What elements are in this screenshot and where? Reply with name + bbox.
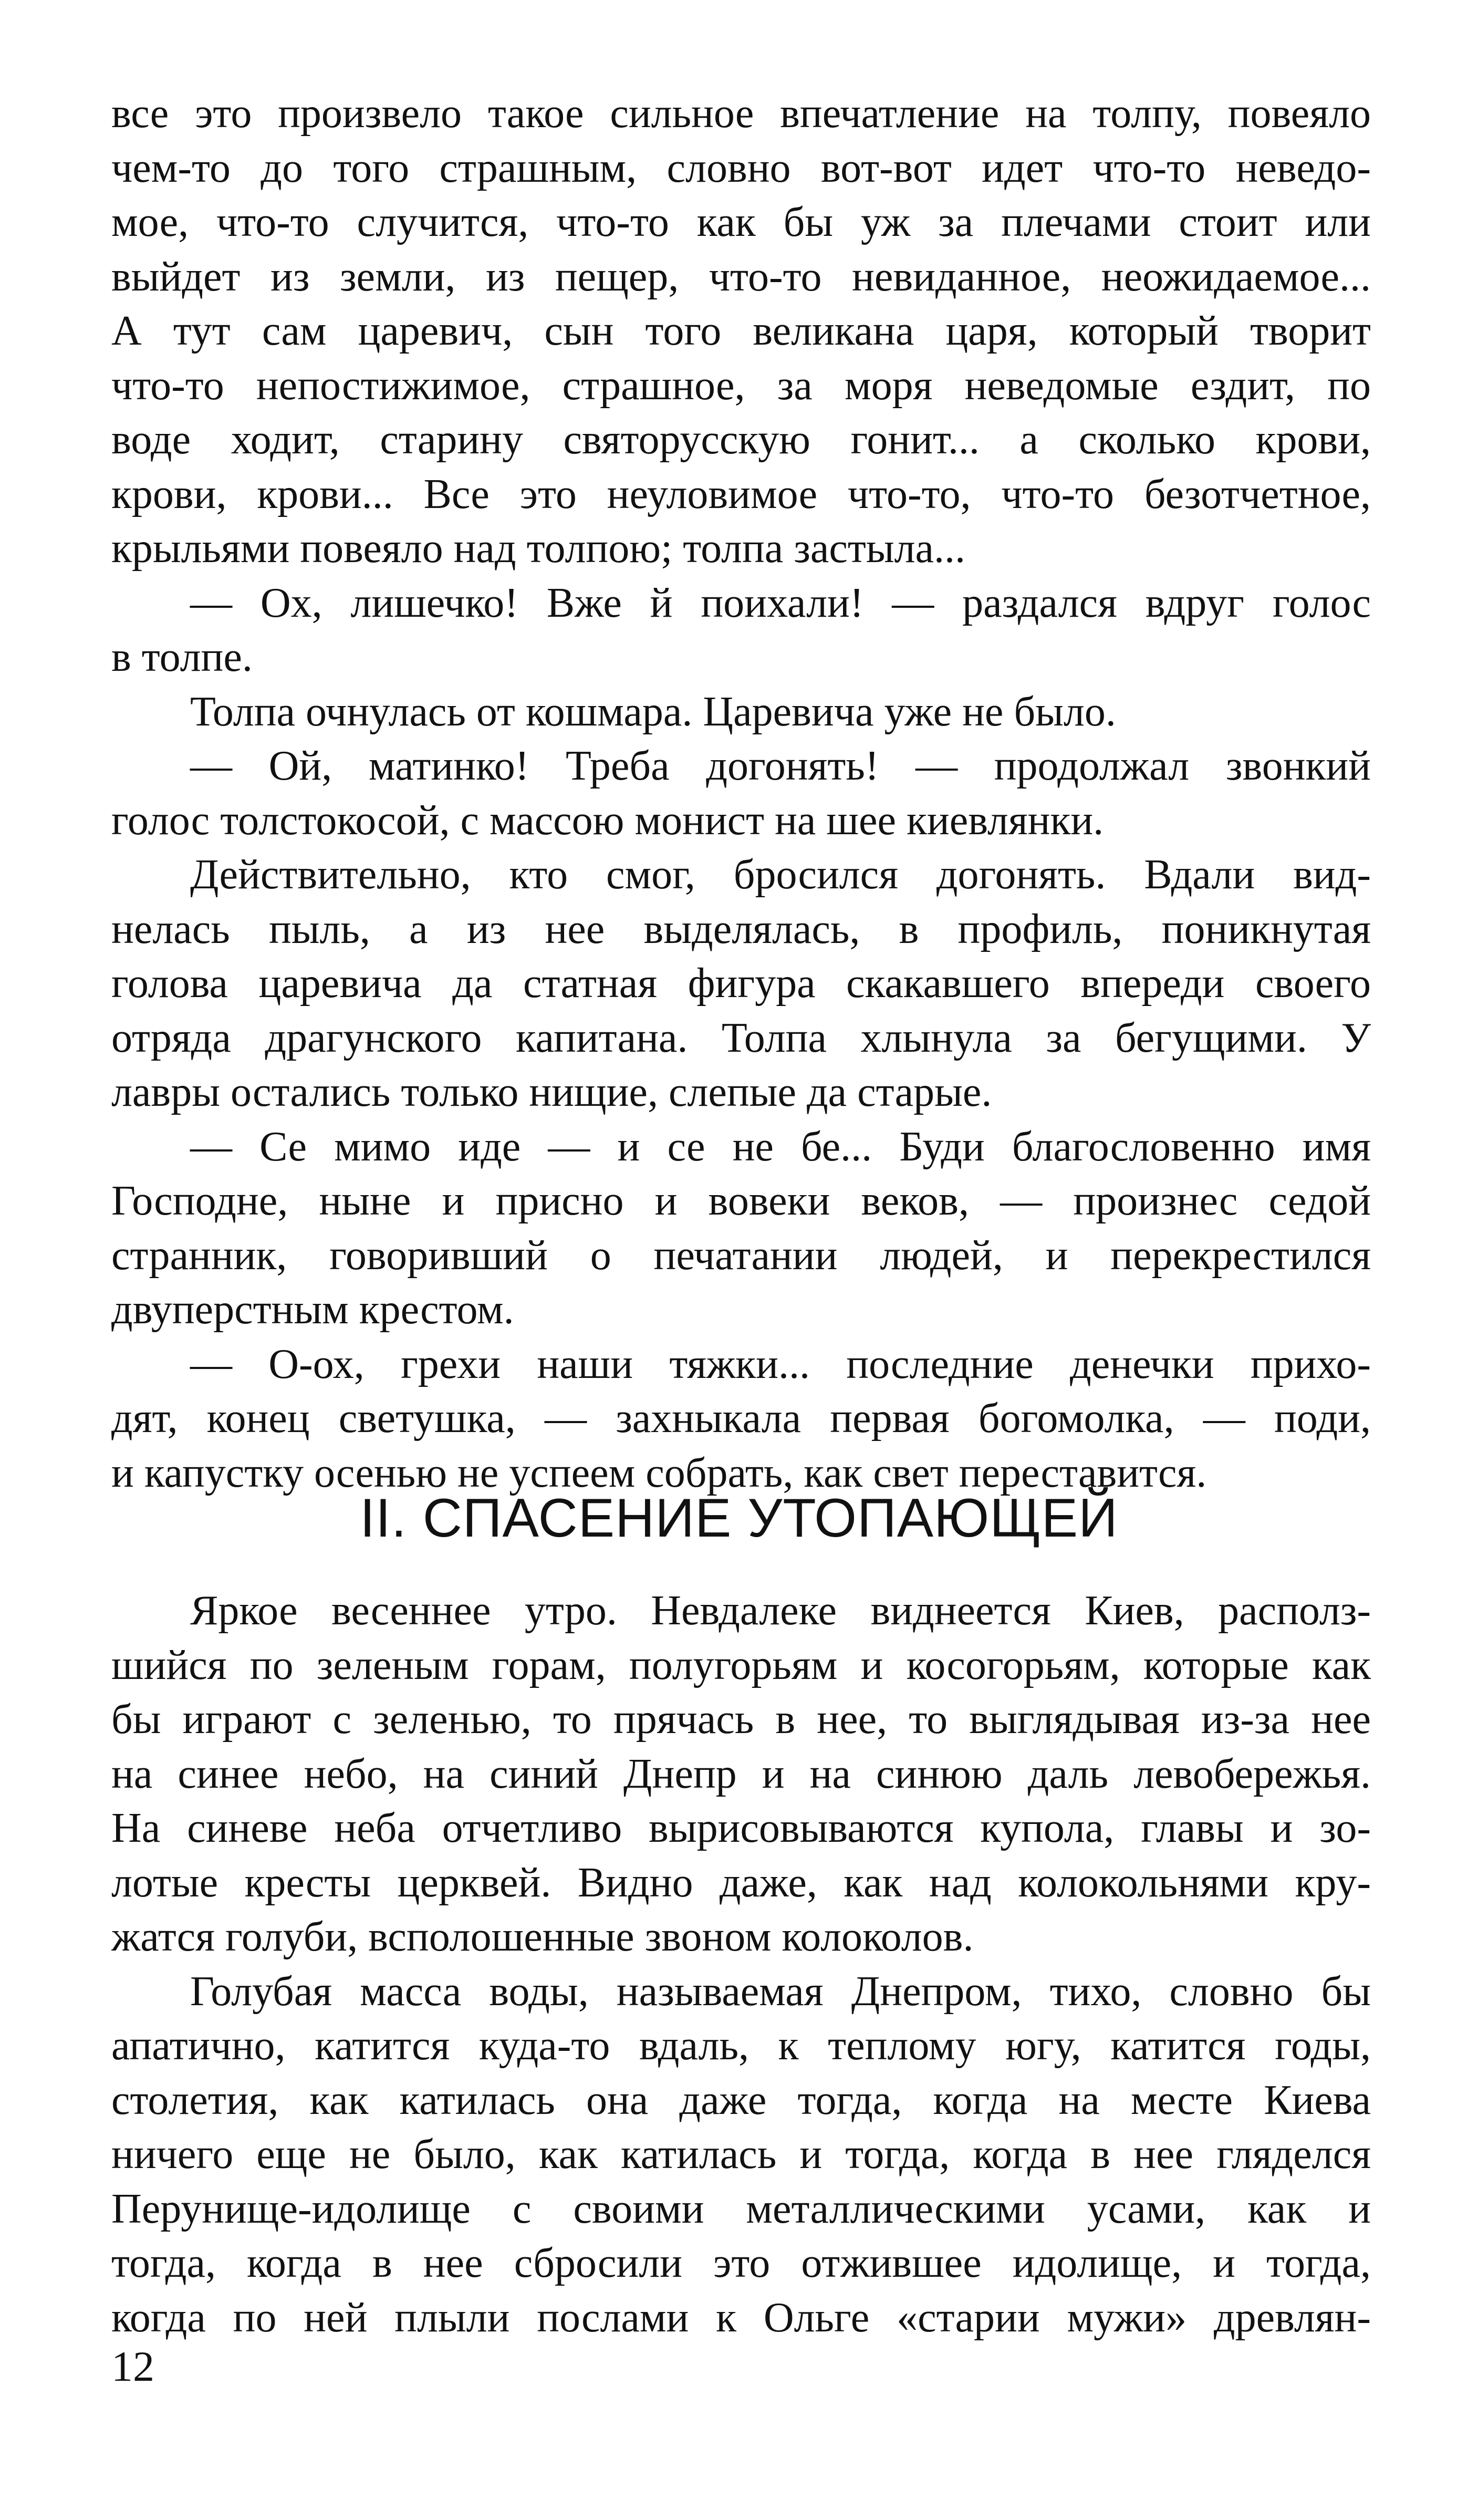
text-line: нелась пыль, а из нее выделялась, в профиль, поникнутая	[111, 906, 1371, 952]
text-line: в толпе.	[111, 634, 253, 680]
section-heading: II. СПАСЕНИЕ УТОПАЮЩЕЙ	[360, 1488, 1118, 1549]
text-line: что-то непостижимое, страшное, за моря неведомые ездит, по	[111, 362, 1371, 409]
text-line: — О-ох, грехи наши тяжки... последние денечки прихо-	[190, 1341, 1371, 1387]
text-line: отряда драгунского капитана. Толпа хлынула за бегущими. У	[111, 1014, 1371, 1061]
text-line: когда по ней плыли послами к Ольге «старии мужи» древлян-	[111, 2294, 1371, 2341]
text-line: апатично, катится куда-то вдаль, к теплому югу, катится годы,	[111, 2023, 1371, 2069]
text-line: голова царевича да статная фигура скакавшего впереди своего	[111, 960, 1371, 1007]
text-line: крови, крови... Все это неуловимое что-то, что-то безотчетное,	[111, 471, 1371, 517]
text-line: Толпа очнулась от кошмара. Царевича уже не было.	[190, 688, 1116, 735]
text-line: На синеве неба отчетливо вырисовываются купола, главы и зо-	[111, 1805, 1371, 1851]
text-line: бы играют с зеленью, то прячась в нее, то выглядывая из-за нее	[111, 1696, 1371, 1743]
text-line: лавры остались только нищие, слепые да старые.	[111, 1069, 992, 1115]
text-line: столетия, как катилась она даже тогда, когда на месте Киева	[111, 2077, 1371, 2123]
text-line: чем-то до того страшным, словно вот-вот идет что-то неведо-	[111, 144, 1371, 191]
text-line: все это произвело такое сильное впечатление на толпу, повеяло	[111, 90, 1371, 137]
section-ii-text	[111, 1584, 1371, 2345]
text-line: ничего еще не было, как катилась и тогда, когда в нее гляделся	[111, 2131, 1371, 2177]
text-line: жатся голуби, всполошенные звоном колоколов.	[111, 1914, 974, 1960]
text-line: мое, что-то случится, что-то как бы уж за плечами стоит или	[111, 199, 1371, 245]
section-i-ending-text	[111, 87, 1371, 1500]
text-line: Яркое весеннее утро. Невдалеке виднеется Киев, располз-	[190, 1588, 1371, 1634]
text-line: дят, конец светушка, — захныкала первая богомолка, — поди,	[111, 1395, 1371, 1442]
text-line: шийся по зеленым горам, полугорьям и косогорьям, которые как	[111, 1642, 1371, 1688]
text-line: Перунище-идолище с своими металлическими усами, как и	[111, 2185, 1371, 2232]
text-line: странник, говоривший о печатании людей, и перекрестился	[111, 1232, 1371, 1279]
text-line: Господне, ныне и присно и вовеки веков, — произнес седой	[111, 1178, 1371, 1224]
text-line: — Ох, лишечко! Вже й поихали! — раздался вдруг голос	[190, 579, 1371, 626]
text-line: — Ой, матинко! Треба догонять! — продолжал звонкий	[190, 743, 1371, 789]
text-line: на синее небо, на синий Днепр и на синюю даль левобережья.	[111, 1750, 1371, 1797]
text-line: Голубая масса воды, называемая Днепром, тихо, словно бы	[190, 1968, 1371, 2015]
text-line: тогда, когда в нее сбросили это отжившее идолище, и тогда,	[111, 2240, 1371, 2286]
text-line: — Се мимо иде — и се не бе... Буди благословенно имя	[190, 1123, 1371, 1170]
text-line: А тут сам царевич, сын того великана царя, который творит	[111, 308, 1371, 354]
text-line: лотые кресты церквей. Видно даже, как над колокольнями кру-	[111, 1859, 1371, 1906]
text-line: выйдет из земли, из пещер, что-то невиданное, неожидаемое...	[111, 253, 1371, 300]
text-line: крыльями повеяло над толпою; толпа застыла...	[111, 525, 966, 572]
text-line: Действительно, кто смог, бросился догонять. Вдали вид-	[190, 852, 1371, 898]
page-number: 12	[111, 2342, 154, 2390]
text-line: голос толстокосой, с массою монист на шее киевлянки.	[111, 797, 1104, 844]
text-line: и капустку осенью не успеем собрать, как свет переставится.	[111, 1449, 1207, 1496]
text-line: двуперстным крестом.	[111, 1287, 514, 1333]
text-line: воде ходит, старину святорусскую гонит... а сколько крови,	[111, 417, 1371, 463]
